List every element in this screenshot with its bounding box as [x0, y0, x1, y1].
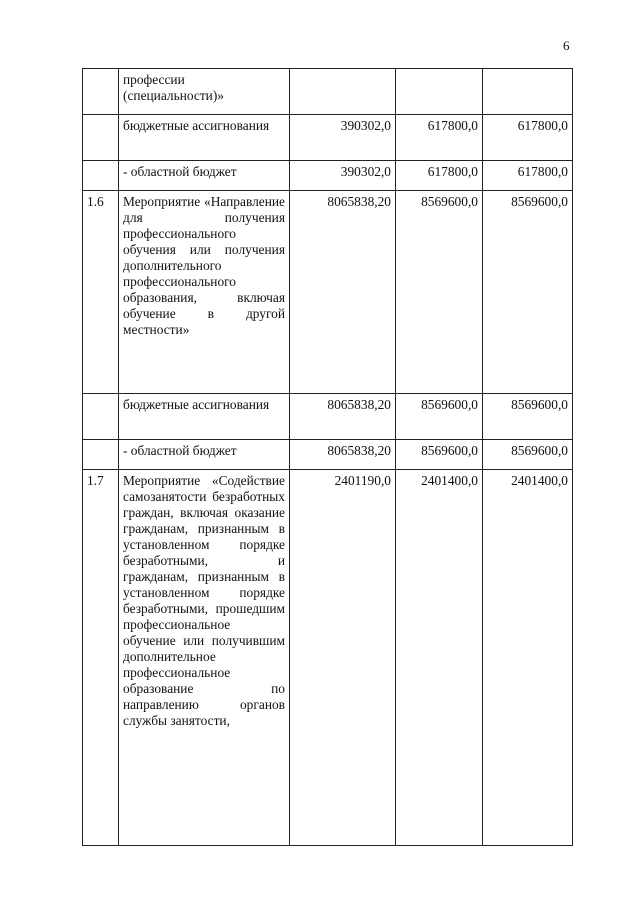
row-number	[83, 161, 119, 191]
table-row	[83, 191, 573, 394]
table-row	[83, 394, 573, 440]
row-value-3	[483, 69, 573, 115]
row-value-3: 2401400,0	[483, 470, 573, 846]
row-value-1: 390302,0	[290, 161, 396, 191]
row-name: профессии (специальности)»	[119, 69, 290, 115]
row-value-2	[396, 69, 483, 115]
row-value-1	[290, 69, 396, 115]
row-number	[83, 440, 119, 470]
row-value-2: 8569600,0	[396, 440, 483, 470]
row-value-2: 617800,0	[396, 115, 483, 161]
table-row	[83, 115, 573, 161]
table-row	[83, 470, 573, 846]
row-value-2: 617800,0	[396, 161, 483, 191]
row-value-3: 8569600,0	[483, 394, 573, 440]
row-name: - областной бюджет	[119, 440, 290, 470]
row-value-2: 8569600,0	[396, 394, 483, 440]
row-number	[83, 69, 119, 115]
row-value-3: 617800,0	[483, 161, 573, 191]
row-value-3: 617800,0	[483, 115, 573, 161]
row-value-3: 8569600,0	[483, 440, 573, 470]
row-name: бюджетные ассигнования	[119, 115, 290, 161]
row-value-1: 2401190,0	[290, 470, 396, 846]
row-value-2: 2401400,0	[396, 470, 483, 846]
row-number	[83, 394, 119, 440]
row-number: 1.7	[83, 470, 119, 846]
budget-table	[82, 68, 573, 846]
row-value-1: 8065838,20	[290, 440, 396, 470]
row-name: Мероприятие «Содействие самозанятости безработных граждан, включая оказание гражданам, признанным в установленном порядке безработными, и гражданам, признанным в установленном порядке безработными, прошедшим профессиональное обучение или получившим дополнительное профессиональное образование по направлению органов службы занятости,	[119, 470, 290, 846]
row-name: - областной бюджет	[119, 161, 290, 191]
row-value-1: 8065838,20	[290, 394, 396, 440]
row-value-2: 8569600,0	[396, 191, 483, 394]
table-row	[83, 161, 573, 191]
row-name: бюджетные ассигнования	[119, 394, 290, 440]
table-row	[83, 440, 573, 470]
row-value-1: 390302,0	[290, 115, 396, 161]
row-number: 1.6	[83, 191, 119, 394]
table-row	[83, 69, 573, 115]
row-number	[83, 115, 119, 161]
row-value-3: 8569600,0	[483, 191, 573, 394]
row-name: Мероприятие «Направление для получения профессионального обучения или получения дополнительного профессионального образования, включая обучение в другой местности»	[119, 191, 290, 394]
page-number: 6	[563, 38, 570, 53]
row-value-1: 8065838,20	[290, 191, 396, 394]
